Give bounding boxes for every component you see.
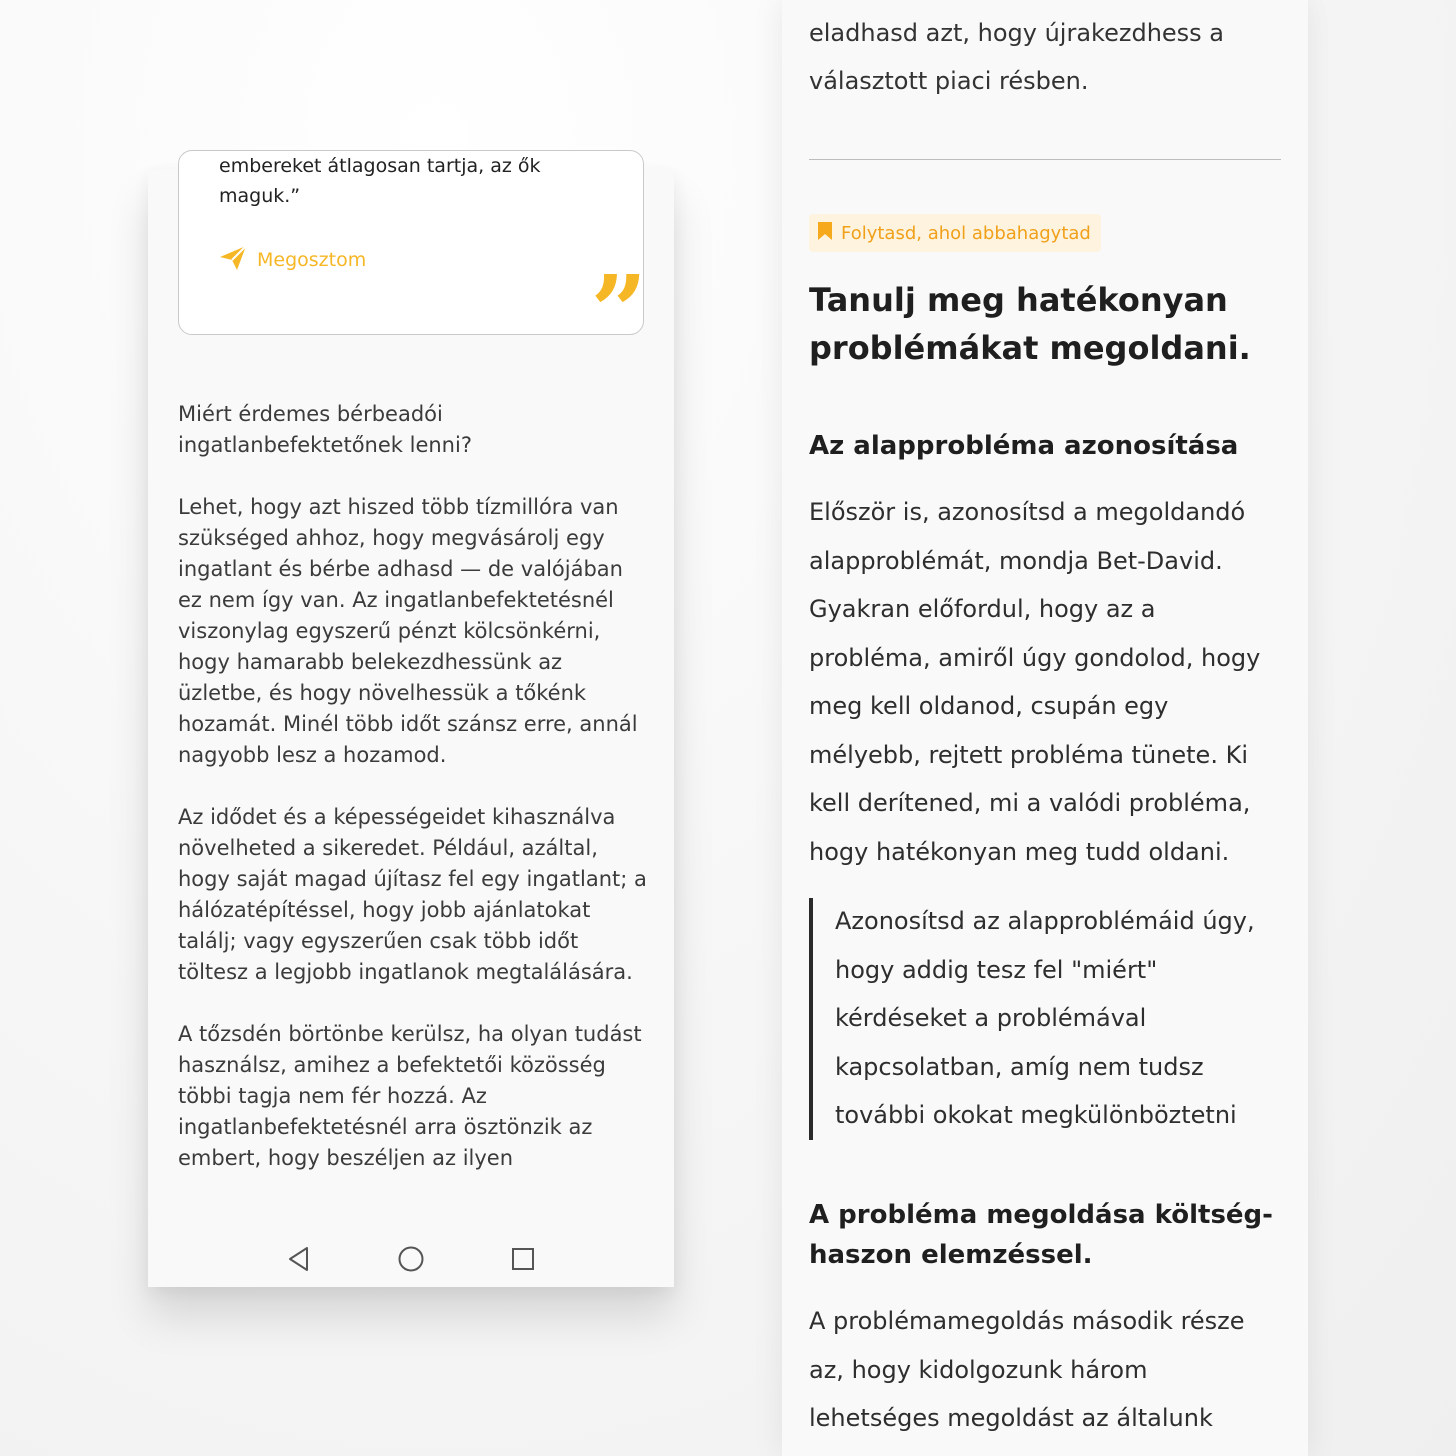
continue-reading-label: Folytasd, ahol abbahagytad [841, 222, 1091, 244]
quote-text: embereket átlagosan tartja, az ők maguk.” [219, 155, 541, 207]
back-triangle-icon [287, 1246, 311, 1272]
back-button[interactable] [282, 1242, 316, 1276]
recents-button[interactable] [506, 1242, 540, 1276]
article-paragraph: Miért érdemes bérbeadói ingatlanbefektetőnek lenni? [178, 402, 472, 457]
home-circle-icon [397, 1245, 425, 1273]
quote-mark-icon: ” [590, 255, 647, 370]
article-paragraph: Lehet, hogy azt hiszed több tízmillóra van szükséged ahhoz, hogy megvásárolj egy ingatlant és bérbe adhasd — de valójában ez nem így van. Az ingatlanbefektetésnél viszonylag egyszerű pénzt kölcsönkérni, hogy hamarabb belekezdhessünk az üzletbe, és hogy növelhessük a tőkénk hozamát. Minél több időt szánsz erre, annál nagyobb lesz a hozamod. [178, 495, 638, 767]
home-button[interactable] [394, 1242, 428, 1276]
phone-screen [148, 155, 674, 1287]
paper-plane-icon [219, 245, 247, 275]
previous-paragraph: eladhasd azt, hogy újrakezdhess a választott piaci résben. [809, 19, 1225, 95]
blockquote-text: Azonosítsd az alapproblémáid úgy, hogy addig tesz fel "miért" kérdéseket a problémával kapcsolatban, amíg nem tudsz további okokat megkülönböztetni [835, 907, 1255, 1129]
share-label: Megosztom [257, 249, 367, 271]
section-heading: A probléma megoldása költség-haszon elemzéssel. [809, 1200, 1273, 1270]
article-paragraph: A tőzsdén börtönbe kerülsz, ha olyan tudást használsz, amihez a befektetői közösség többi tagja nem fér hozzá. Az ingatlanbefektetésnél arra ösztönzik az embert, hogy beszéljen az ilyen [178, 1022, 642, 1170]
section-heading: Az alapprobléma azonosítása [809, 431, 1239, 461]
bookmark-icon [817, 221, 833, 245]
divider [809, 159, 1281, 160]
quote-card [178, 150, 647, 370]
reading-panel [782, 0, 1308, 1456]
article-body [178, 399, 648, 1205]
section-body: Először is, azonosítsd a megoldandó alapproblémát, mondja Bet-David. Gyakran előfordul, hogy az a probléma, amiről úgy gondolod, hogy meg kell oldanod, csupán egy mélyebb, rejtett probléma tünete. Ki kell derítened, mi a valódi probléma, hogy hatékonyan meg tudd oldani. [809, 498, 1261, 866]
continue-reading-button[interactable] [809, 214, 1101, 252]
section-body: A problémamegoldás második része az, hogy kidolgozunk három lehetséges megoldást az általunk [809, 1307, 1245, 1432]
recents-square-icon [511, 1247, 535, 1271]
share-button[interactable] [219, 245, 366, 275]
android-nav-bar [148, 1231, 674, 1287]
chapter-title: Tanulj meg hatékonyan problémákat megoldani. [809, 281, 1251, 367]
article-paragraph: Az idődet és a képességeidet kihasználva növelheted a sikeredet. Például, azáltal, hogy saját magad újítasz fel egy ingatlant; a hálózatépítéssel, hogy jobb ajánlatokat találj; vagy egyszerűen csak több időt töltesz a legjobb ingatlanok megtalálására. [178, 805, 647, 984]
blockquote [809, 898, 1281, 1140]
